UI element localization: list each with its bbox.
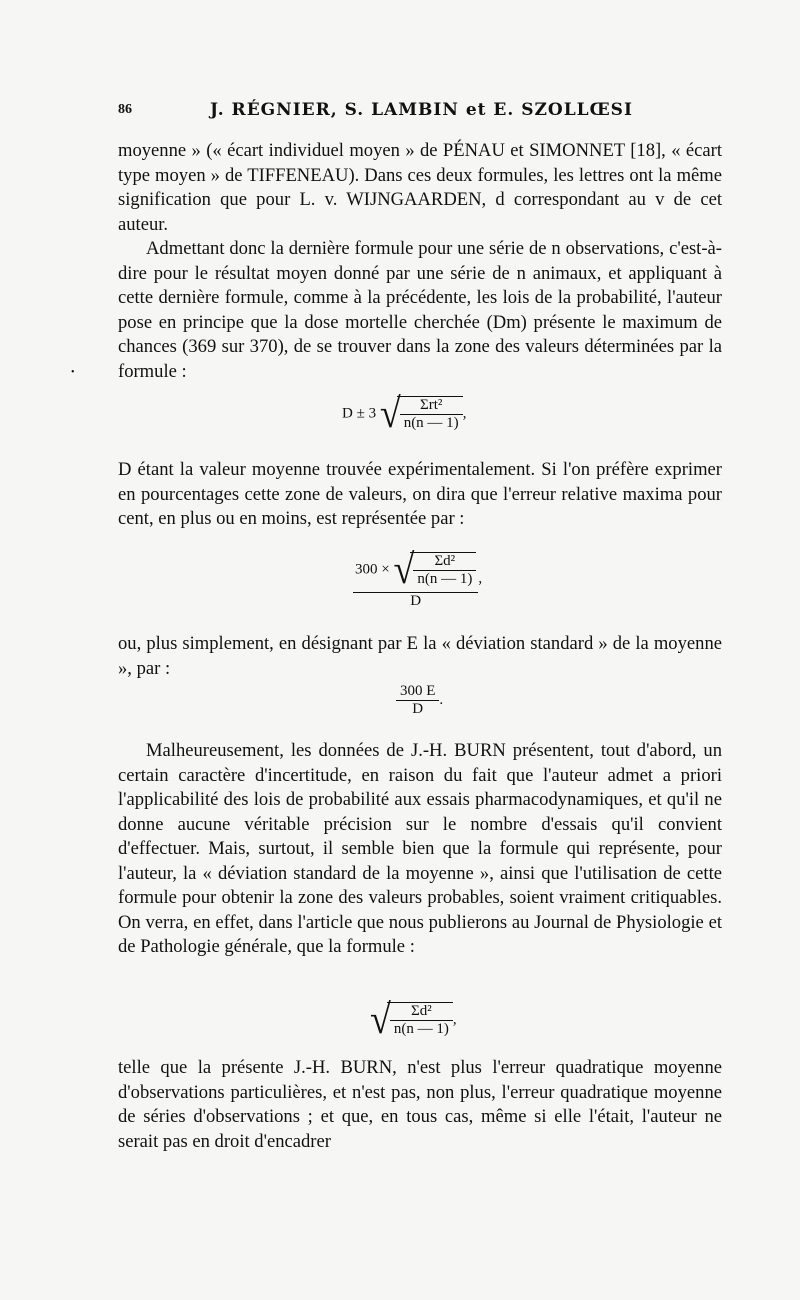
- formula-4-numerator: Σd²: [390, 1003, 453, 1021]
- formula-3-numerator: 300 E: [396, 683, 439, 701]
- formula-3: [396, 683, 443, 718]
- formula-4-denominator: n(n — 1): [393, 1021, 449, 1037]
- formula-2-prefix: 300 ×: [355, 561, 390, 578]
- paragraph-3: D étant la valeur moyenne trouvée expérimentalement. Si l'on préfère exprimer en pourcentages cette zone de valeurs, on dira que l'erreur relative maxima pour cent, en plus ou en moins, est représentée par :: [118, 459, 722, 529]
- paragraph-2: Admettant donc la dernière formule pour une série de n observations, c'est-à-dire pour le résultat moyen donné par une série de n animaux, et appliquant à cette dernière formule, comme à la précédente, les lois de la probabilité, l'auteur pose en principe que la dose mortelle cherchée (Dm) présente le maximum de chances (369 sur 370), de se trouver dans la zone des valeurs déterminées par la formule :: [118, 238, 722, 382]
- formula-4-suffix: ,: [452, 1011, 457, 1028]
- formula-3-suffix: .: [439, 692, 444, 708]
- formula-2-denominator: n(n — 1): [417, 571, 473, 587]
- formula-2-suffix: ,: [478, 570, 483, 587]
- running-head: J. RÉGNIER, S. LAMBIN et E. SZOLLŒSI: [210, 100, 633, 120]
- formula-2-outer-denominator: D: [410, 593, 422, 609]
- page-header: [118, 100, 722, 124]
- paragraph-6: telle que la présente J.-H. BURN, n'est plus l'erreur quadratique moyenne d'observations particulières, et n'est pas, non plus, l'erreur quadratique moyenne de séries d'observations ; et que, en tous cas, même si elle l'était, l'auteur ne serait pas en droit d'encadrer: [118, 1057, 722, 1152]
- paragraph-5: Malheureusement, les données de J.-H. BURN présentent, tout d'abord, un certain caractère d'incertitude, en raison du fait que l'auteur admet a priori l'applicabilité des lois de probabilité aux essais pharmacodynamiques, et qu'il ne donne aucune véritable précision sur le nombre d'essais qu'il convient d'effectuer. Mais, surtout, il semble bien que la formule qui représente, pour l'auteur, la « déviation standard de la moyenne », ainsi que l'utilisation de cette formule pour obtenir la zone des valeurs probables, soient vraiment critiquables. On verra, en effet, dans l'article que nous publierons au Journal de Physiologie et de Pathologie générale, que la formule :: [118, 740, 722, 957]
- formula-2-numerator: Σd²: [413, 553, 476, 571]
- formula-3-denominator: D: [412, 701, 424, 717]
- formula-1-numerator: Σrt²: [400, 397, 463, 415]
- paragraph-1: moyenne » (« écart individuel moyen » de PÉNAU et SIMONNET [18], « écart type moyen » de TIFFENEAU). Dans ces deux formules, les lettres ont la même signification que pour L. v. WIJNGAARDEN, d correspondant au v de cet auteur.: [118, 140, 722, 235]
- sqrt-symbol: √ $\frac{\text{Σd²}}{n(n — 1)}$: [393, 548, 476, 592]
- sqrt-symbol: √ $\frac{\text{Σrt²}}{n(n — 1)}$: [380, 392, 463, 436]
- formula-2: [353, 548, 482, 610]
- formula-4: [370, 998, 457, 1042]
- paragraph-4: ou, plus simplement, en désignant par E la « déviation standard » de la moyenne », par :: [118, 633, 722, 679]
- formula-1-denominator: n(n — 1): [403, 415, 459, 431]
- formula-1-suffix: ,: [462, 405, 467, 422]
- formula-1-prefix: D ± 3: [342, 405, 377, 422]
- formula-1: [342, 392, 466, 436]
- sqrt-symbol: √ $\frac{\text{Σd²}}{n(n — 1)}$: [370, 998, 453, 1042]
- page-number: 86: [118, 102, 132, 117]
- margin-mark: •: [71, 367, 75, 378]
